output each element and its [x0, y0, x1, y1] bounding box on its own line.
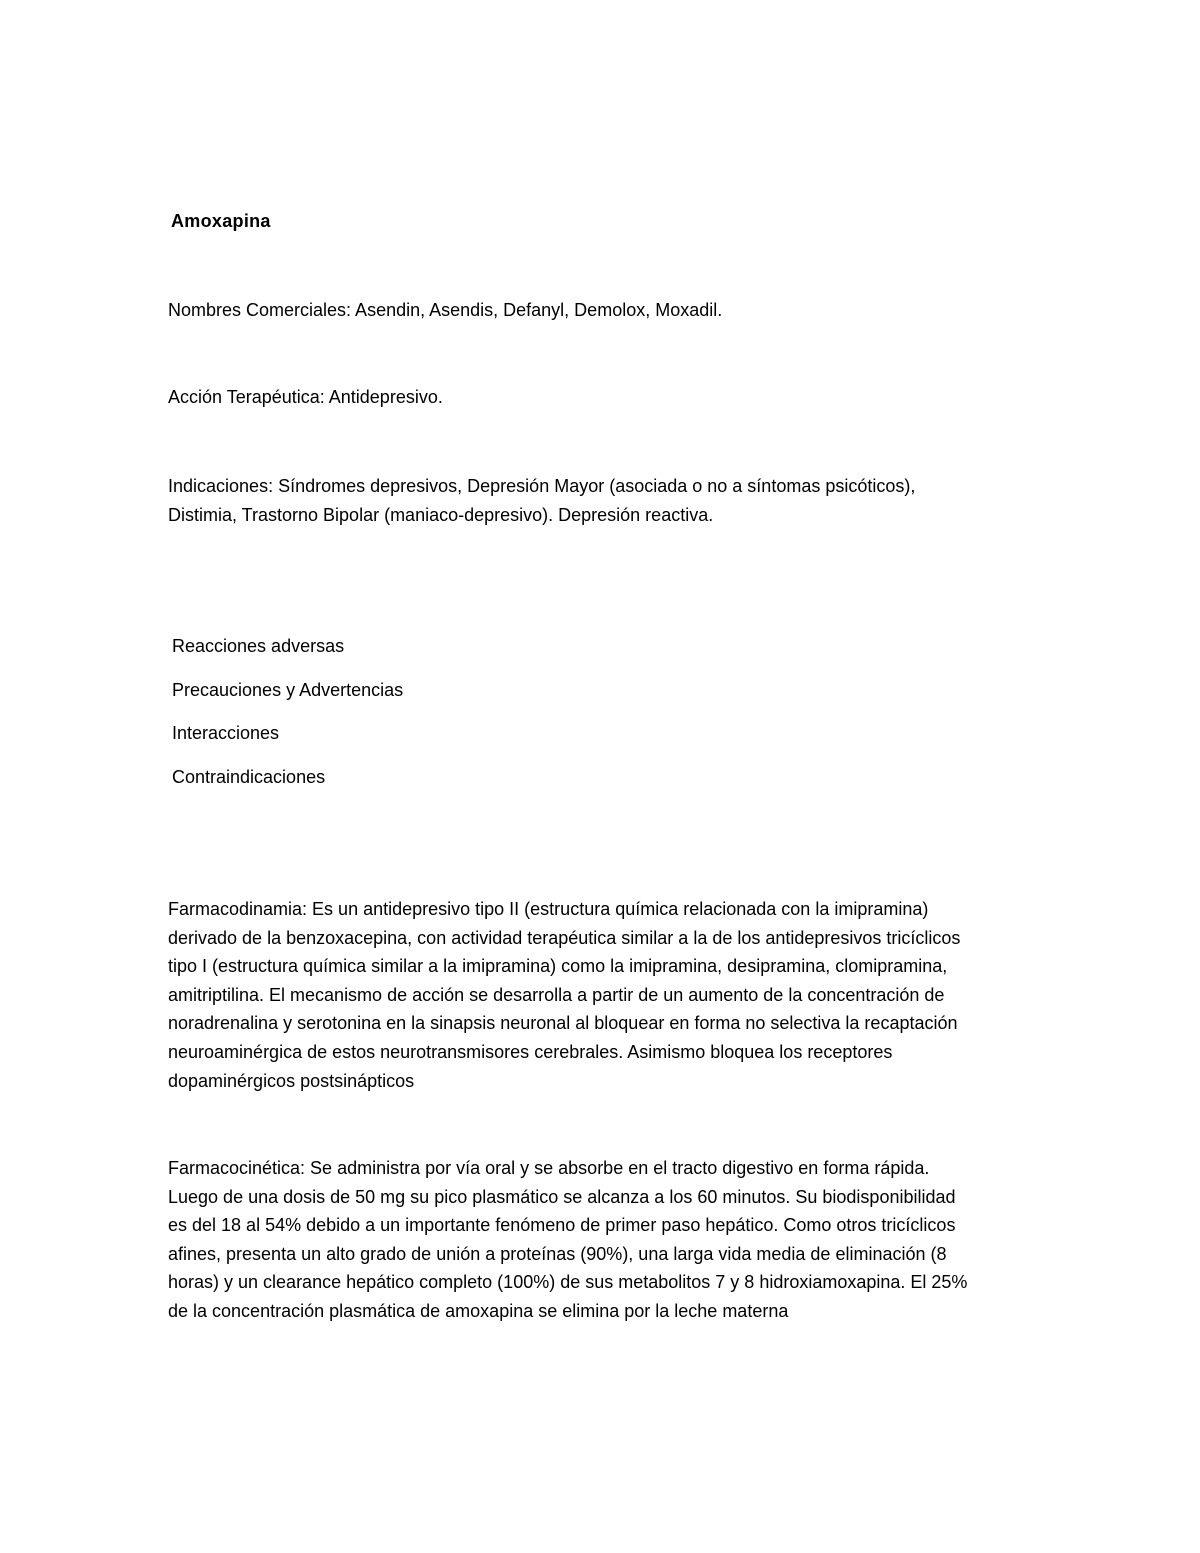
farmacodinamia-line: noradrenalina y serotonina en la sinapsis neuronal al bloquear en forma no selectiva la recaptación	[168, 1013, 958, 1034]
farmacocinetica-line: Farmacocinética: Se administra por vía oral y se absorbe en el tracto digestivo en forma rápida.	[168, 1158, 930, 1178]
farmacodinamia-line: dopaminérgicos postsinápticos	[168, 1070, 415, 1091]
indicaciones-line: Indicaciones: Síndromes depresivos, Depresión Mayor (asociada o no a síntomas psicóticos),	[168, 476, 916, 496]
farmacocinetica-line: horas) y un clearance hepático completo (100%) de sus metabolitos 7 y 8 hidroxiamoxapina. El 25%	[168, 1272, 968, 1293]
farmacocinetica-line: es del 18 al 54% debido a un importante fenómeno de primer paso hepático. Como otros tricíclicos	[168, 1215, 956, 1236]
farmacodinamia-paragraph	[168, 895, 1048, 1095]
section-contraindicaciones: Contraindicaciones	[172, 767, 326, 787]
section-interacciones: Interacciones	[172, 723, 280, 743]
farmacodinamia-line: derivado de la benzoxacepina, con actividad terapéutica similar a la de los antidepresivos tricíclicos	[168, 927, 961, 948]
indicaciones-paragraph	[168, 472, 1048, 529]
accion-terapeutica-paragraph: Acción Terapéutica: Antidepresivo.	[168, 387, 443, 407]
farmacodinamia-line: amitriptilina. El mecanismo de acción se desarrolla a partir de un aumento de la concentración de	[168, 984, 945, 1005]
document-title: Amoxapina	[171, 211, 271, 231]
indicaciones-line: Distimia, Trastorno Bipolar (maniaco-depresivo). Depresión reactiva.	[168, 504, 714, 525]
farmacocinetica-paragraph	[168, 1154, 1048, 1326]
section-reacciones-adversas: Reacciones adversas	[172, 636, 345, 656]
farmacocinetica-line: afines, presenta un alto grado de unión a proteínas (90%), una larga vida media de eliminación (8	[168, 1243, 947, 1264]
farmacodinamia-line: tipo I (estructura química similar a la imipramina) como la imipramina, desipramina, clomipramina,	[168, 956, 948, 977]
farmacodinamia-line: neuroaminérgica de estos neurotransmisores cerebrales. Asimismo bloquea los receptores	[168, 1041, 893, 1062]
farmacodinamia-line: Farmacodinamia: Es un antidepresivo tipo II (estructura química relacionada con la imipramina)	[168, 899, 929, 919]
farmacocinetica-line: Luego de una dosis de 50 mg su pico plasmático se alcanza a los 60 minutos. Su biodisponibilidad	[168, 1186, 956, 1207]
farmacocinetica-line: de la concentración plasmática de amoxapina se elimina por la leche materna	[168, 1300, 789, 1321]
nombres-comerciales-paragraph: Nombres Comerciales: Asendin, Asendis, Defanyl, Demolox, Moxadil.	[168, 300, 723, 320]
section-precauciones-advertencias: Precauciones y Advertencias	[172, 680, 404, 700]
